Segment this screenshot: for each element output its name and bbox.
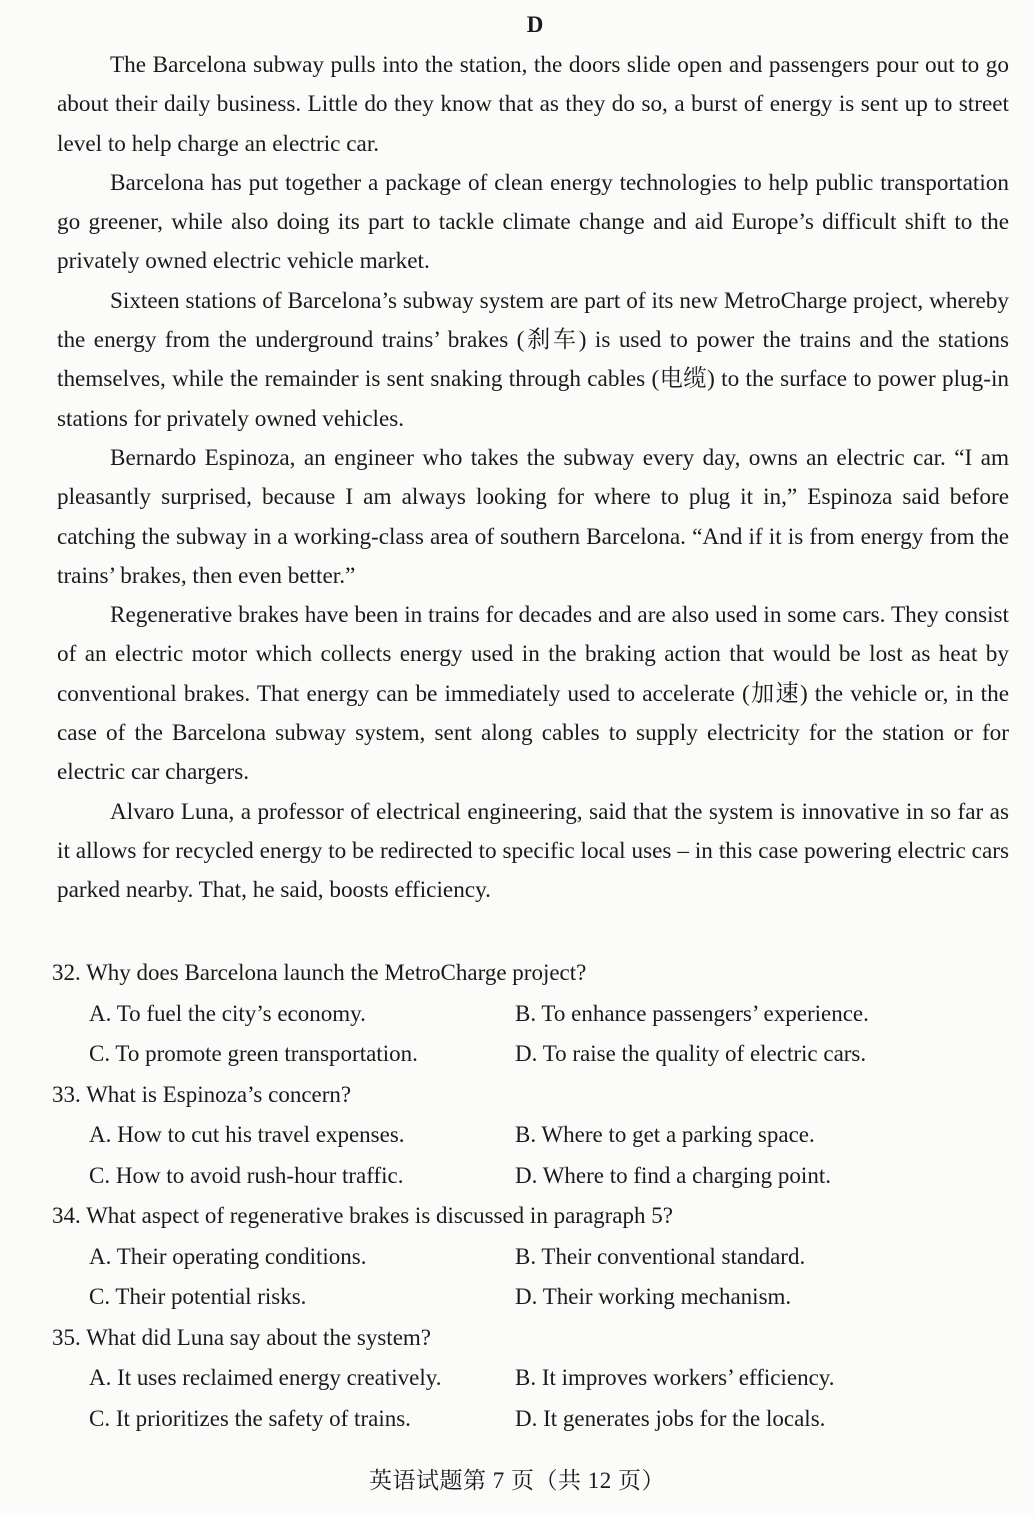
option-row	[52, 1115, 992, 1156]
option-b: B. To enhance passengers’ experience.	[515, 1000, 869, 1026]
option-d: D. Where to find a charging point.	[515, 1162, 831, 1188]
question-stem: 35. What did Luna say about the system?	[52, 1324, 431, 1350]
option-row	[52, 994, 992, 1035]
option-row	[52, 1034, 992, 1075]
option-d: D. To raise the quality of electric cars.	[515, 1041, 867, 1066]
passage-paragraph-2: Barcelona has put together a package of clean energy technologies to help public transportation go greener, while also doing its part to tackle climate change and aid Europe’s difficult shift to the privately owned electric vehicle market.	[57, 169, 1009, 275]
reading-passage	[57, 46, 1009, 911]
option-c: C. Their potential risks.	[89, 1284, 307, 1309]
option-row	[52, 1358, 992, 1399]
passage-paragraph-3: Sixteen stations of Barcelona’s subway system are part of its new MetroCharge project, whereby the energy from the underground trains’ brakes (刹车) is used to power the trains and the stations themselves, while the remainder is sent snaking through cables (电缆) to the surface to power plug-in stations for privately owned vehicles.	[57, 287, 1009, 432]
question-33	[52, 1075, 992, 1197]
option-a: A. How to cut his travel expenses.	[89, 1122, 405, 1147]
passage-paragraph-6: Alvaro Luna, a professor of electrical engineering, said that the system is innovative in so far as it allows for recycled energy to be redirected to specific local uses – in this case powering electric cars parked nearby. That, he said, boosts efficiency.	[57, 798, 1009, 904]
question-32	[52, 953, 992, 1075]
option-c: C. How to avoid rush-hour traffic.	[89, 1162, 404, 1188]
option-c: C. To promote green transportation.	[89, 1041, 418, 1066]
question-stem: 33. What is Espinoza’s concern?	[52, 1081, 352, 1107]
option-d: D. It generates jobs for the locals.	[515, 1405, 826, 1431]
question-35	[52, 1318, 992, 1440]
option-b: B. It improves workers’ efficiency.	[515, 1365, 835, 1390]
passage-paragraph-5: Regenerative brakes have been in trains for decades and are also used in some cars. They consist of an electric motor which collects energy used in the braking action that would be lost as heat by conventional brakes. That energy can be immediately used to accelerate (加速) the vehicle or, in the case of the Barcelona subway system, sent along cables to supply electricity for the station or for electric car chargers.	[57, 602, 1009, 786]
section-heading: D	[526, 12, 544, 37]
page-footer: 英语试题第 7 页（共 12 页）	[369, 1468, 665, 1493]
option-row	[52, 1277, 992, 1318]
option-row	[52, 1237, 992, 1278]
option-d: D. Their working mechanism.	[515, 1284, 792, 1309]
passage-paragraph-1: The Barcelona subway pulls into the station, the doors slide open and passengers pour out to go about their daily business. Little do they know that as they do so, a burst of energy is sent up to street level to help charge an electric car.	[57, 52, 1009, 157]
option-row	[52, 1399, 992, 1440]
passage-paragraph-4: Bernardo Espinoza, an engineer who takes the subway every day, owns an electric car. “I am pleasantly surprised, because I am always looking for where to plug it in,” Espinoza said before catching the subway in a working-class area of southern Barcelona. “And if it is from energy from the trains’ brakes, then even better.”	[57, 444, 1009, 589]
question-stem: 32. Why does Barcelona launch the MetroCharge project?	[52, 960, 587, 985]
option-c: C. It prioritizes the safety of trains.	[89, 1405, 411, 1431]
option-a: A. Their operating conditions.	[89, 1243, 367, 1269]
option-b: B. Their conventional standard.	[515, 1243, 806, 1269]
option-b: B. Where to get a parking space.	[515, 1122, 815, 1147]
question-list	[52, 953, 992, 1439]
question-34	[52, 1196, 992, 1318]
question-stem: 34. What aspect of regenerative brakes is discussed in paragraph 5?	[52, 1203, 673, 1228]
option-a: A. It uses reclaimed energy creatively.	[89, 1365, 442, 1390]
option-a: A. To fuel the city’s economy.	[89, 1000, 366, 1026]
option-row	[52, 1156, 992, 1197]
